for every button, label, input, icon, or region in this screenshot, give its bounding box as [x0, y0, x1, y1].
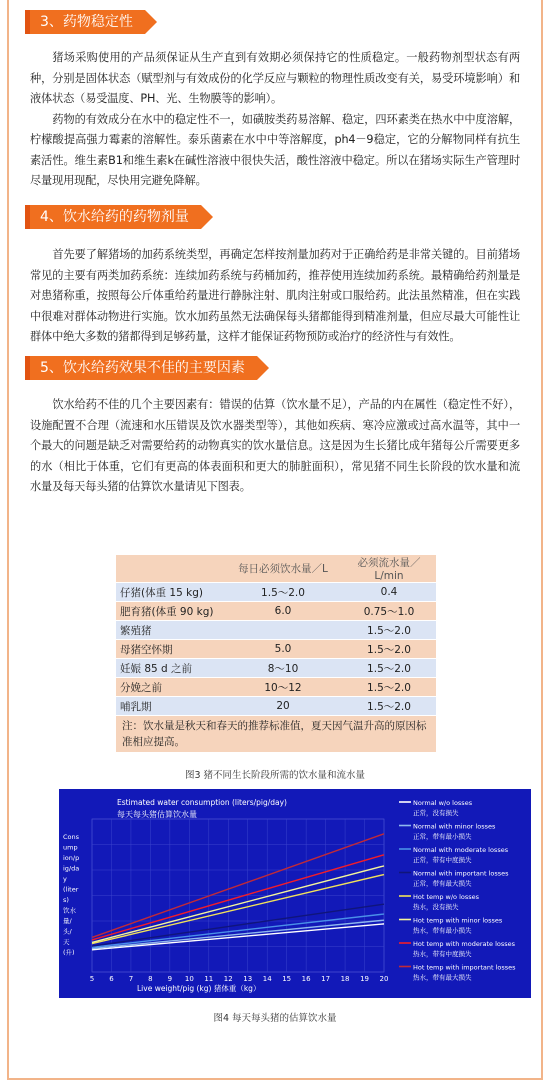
- x-tick-label: 6: [109, 975, 114, 983]
- x-tick-label: 10: [184, 975, 194, 983]
- section-arrow: [145, 10, 157, 34]
- table-row: [116, 621, 436, 640]
- legend-label: Normal w/o losses: [413, 799, 473, 807]
- flow-cell: 1.5～2.0: [342, 678, 436, 697]
- series-line: [92, 834, 384, 938]
- y-axis-label-line: ion/p: [63, 854, 80, 862]
- paragraph: 首先要了解猪场的加药系统类型，再确定怎样按剂量加药对于正确给药是非常关键的。目前猪场常见的主要有两类加药系统：连续加药系统与药桶加药，推荐使用连续加药系统。最精确给药剂量是对患猪称重，按照每公斤体重给药量进行静脉注射、肌肉注射或口服给药。此法虽然精准，但在实践中很难对群体动物进行实施。饮水加药虽然无法确保每头猪都能得到精准剂量，但应尽最大可能性让群体中绝大多数的猪都得到足够药量，这样才能保证药物预防或治疗的经济性与有效性。: [30, 248, 520, 343]
- x-tick-label: 16: [301, 975, 311, 983]
- legend-label: Hot temp w/o losses: [413, 893, 480, 901]
- legend-label-cn: 热水，带有中度损失: [413, 950, 472, 958]
- x-tick-label: 8: [148, 975, 153, 983]
- section-title: 5、饮水给药效果不佳的主要因素: [30, 356, 257, 380]
- daily-cell: 5.0: [224, 640, 342, 659]
- section-title: 4、饮水给药的药物剂量: [30, 205, 201, 229]
- stage-cell: 肥育猪(体重 90 kg): [116, 602, 224, 621]
- table-header: [116, 555, 224, 583]
- table-row: [116, 640, 436, 659]
- flow-cell: 0.75～1.0: [342, 602, 436, 621]
- y-axis-label: [63, 833, 80, 957]
- y-axis-label-line: s): [63, 896, 69, 904]
- table-header: 每日必须饮水量／L: [224, 555, 342, 583]
- y-axis-label-line: y: [63, 875, 67, 883]
- section-arrow: [257, 356, 269, 380]
- table-row: [116, 602, 436, 621]
- y-axis-label-line: (liter: [63, 885, 79, 894]
- table-note: 注：饮水量是秋天和春天的推荐标准值，夏天因气温升高的原因标准相应提高。: [116, 716, 436, 753]
- section3-body: [30, 48, 520, 192]
- y-axis-label-line: (升): [63, 948, 75, 957]
- table-row: [116, 659, 436, 678]
- chart-title: Estimated water consumption (liters/pig/day): [117, 798, 287, 807]
- x-tick-label: 13: [243, 975, 253, 983]
- flow-cell: 1.5～2.0: [342, 621, 436, 640]
- stage-cell: 仔猪(体重 15 kg): [116, 583, 224, 602]
- water-consumption-chart: [59, 789, 531, 998]
- x-tick-label: 9: [167, 975, 173, 983]
- x-tick-label: 7: [128, 975, 134, 983]
- section-header-factors: [25, 356, 269, 380]
- flow-cell: 0.4: [342, 583, 436, 602]
- legend-label: Hot temp with important losses: [413, 963, 516, 972]
- chart-lines: [92, 834, 384, 950]
- x-tick-label: 11: [204, 975, 214, 983]
- y-axis-label-line: ig/da: [63, 864, 80, 873]
- x-axis-label: Live weight/pig (kg) 猪体重（kg）: [137, 984, 261, 993]
- paragraph: 猪场采购使用的产品须保证从生产直到有效期必须保持它的性质稳定。一般药物剂型状态有两种，分别是固体状态（赋型剂与有效成份的化学反应与颗粒的物理性质改变有关，易受环境影响）和液体状态（易受温度、PH、光、生物膜等的影响）。: [30, 51, 520, 105]
- legend-label-cn: 正常，带有中度损失: [413, 856, 472, 864]
- section5-body: [30, 395, 520, 498]
- daily-cell: 20: [224, 697, 342, 716]
- legend-label: Normal with minor losses: [413, 822, 496, 831]
- daily-cell: 6.0: [224, 602, 342, 621]
- daily-cell: [224, 621, 342, 640]
- flow-cell: 1.5～2.0: [342, 697, 436, 716]
- section4-body: [30, 245, 520, 348]
- chart-legend: [399, 799, 516, 982]
- stage-cell: 母猪空怀期: [116, 640, 224, 659]
- paragraph: 药物的有效成分在水中的稳定性不一，如磺胺类药易溶解、稳定，四环素类在热水中中度溶解，柠檬酸提高强力霉素的溶解性。泰乐菌素在水中中等溶解度，ph4－9稳定，它的分解物同样有抗生素活性。维生素B1和维生素k在碱性溶液中很快失活，酸性溶液中稳定。所以在猪场实际生产管理时尽量现用现配，尽快用完避免降解。: [30, 112, 520, 187]
- section-arrow: [201, 205, 213, 229]
- y-axis-label-line: Cons: [63, 833, 80, 841]
- daily-cell: 10～12: [224, 678, 342, 697]
- stage-cell: 哺乳期: [116, 697, 224, 716]
- water-requirement-table: [116, 555, 436, 753]
- table-row: [116, 583, 436, 602]
- legend-label-cn: 正常，带有最大损失: [413, 879, 472, 888]
- x-tick-label: 19: [360, 975, 369, 983]
- legend-label-cn: 热水，没有损失: [413, 903, 459, 911]
- y-axis-label-line: ump: [63, 843, 78, 852]
- legend-label-cn: 正常，带有最小损失: [413, 832, 472, 841]
- chart-subtitle: 每天每头猪估算饮水量: [117, 810, 197, 819]
- legend-label-cn: 热水，带有最小损失: [413, 926, 472, 935]
- legend-label: Hot temp with minor losses: [413, 916, 503, 925]
- y-axis-label-line: 天: [63, 938, 70, 946]
- figure4-caption: 图4 每天每头猪的估算饮水量: [213, 1013, 337, 1024]
- x-tick-label: 5: [89, 975, 95, 983]
- chart-svg: [59, 789, 531, 998]
- table-header-row: [116, 555, 436, 583]
- legend-label: Hot temp with moderate losses: [413, 940, 516, 948]
- paragraph: 饮水给药不佳的几个主要因素有：错误的估算（饮水量不足），产品的内在属性（稳定性不好），设施配置不合理（流速和水压错误及饮水器类型等），其他如疾病、寒冷应激或过高水温等，其中一个最大的问题是缺乏对需要给药的动物真实的饮水量信息。这是因为生长猪比成年猪每公斤需要更多的水（相比于体重，它们有更高的体表面积和更大的肺脏面积），常见猪不同生长阶段的饮水量和流水量及每天每头猪的估算饮水量请见下图表。: [30, 398, 520, 493]
- section-header-stability: [25, 10, 157, 34]
- daily-cell: 8～10: [224, 659, 342, 678]
- legend-label-cn: 热水，带有最大损失: [413, 973, 472, 982]
- legend-label: Normal with moderate losses: [413, 846, 509, 854]
- x-tick-label: 17: [321, 975, 331, 983]
- flow-cell: 1.5～2.0: [342, 640, 436, 659]
- chart-grid: [92, 819, 384, 972]
- legend-label-cn: 正常，没有损失: [413, 809, 459, 817]
- x-tick-label: 15: [282, 975, 292, 983]
- section-header-dosage: [25, 205, 213, 229]
- flow-cell: 1.5～2.0: [342, 659, 436, 678]
- y-axis-label-line: 头/: [63, 927, 72, 936]
- table-header: 必须流水量／L/min: [342, 555, 436, 583]
- figure3-caption: 图3 猪不同生长阶段所需的饮水量和流水量: [184, 770, 366, 781]
- daily-cell: 1.5～2.0: [224, 583, 342, 602]
- table-row: [116, 697, 436, 716]
- y-axis-label-line: 饮水: [63, 906, 76, 915]
- section-title: 3、药物稳定性: [30, 10, 145, 34]
- stage-cell: 妊娠 85 d 之前: [116, 659, 224, 678]
- legend-label: Normal with important losses: [413, 869, 509, 878]
- x-tick-label: 20: [379, 975, 389, 983]
- stage-cell: 分娩之前: [116, 678, 224, 697]
- x-tick-label: 12: [223, 975, 233, 983]
- table-row: [116, 678, 436, 697]
- x-tick-label: 14: [262, 975, 272, 983]
- y-axis-label-line: 量/: [63, 917, 72, 925]
- x-axis-ticks: [90, 975, 389, 983]
- stage-cell: 繁殖猪: [116, 621, 224, 640]
- table-note-row: [116, 716, 436, 753]
- x-tick-label: 18: [340, 975, 350, 983]
